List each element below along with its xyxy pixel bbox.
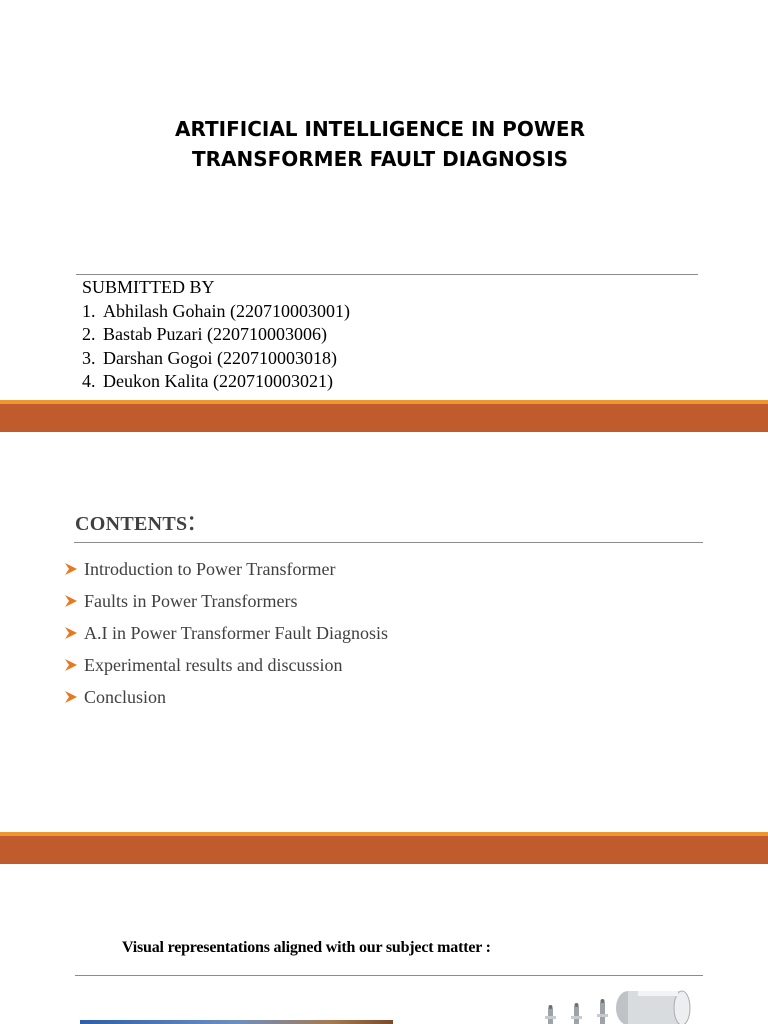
contents-item: Conclusion [64, 681, 388, 713]
arrow-bullet-icon [64, 626, 84, 640]
contents-divider [74, 542, 703, 543]
slide-title-line-1: ARTIFICIAL INTELLIGENCE IN POWER [175, 117, 585, 141]
member-item: 1. Abhilash Gohain (220710003001) [82, 300, 350, 324]
member-name: Deukon Kalita (220710003021) [103, 371, 333, 391]
member-item: 3. Darshan Gogoi (220710003018) [82, 347, 350, 371]
transformer-photo [80, 1020, 393, 1024]
arrow-bullet-icon [64, 658, 84, 672]
transformer-illustration-icon [538, 986, 698, 1024]
contents-item: A.I in Power Transformer Fault Diagnosis [64, 617, 388, 649]
slide-title [60, 114, 700, 174]
member-name: Abhilash Gohain (220710003001) [103, 300, 350, 321]
member-list [82, 300, 350, 394]
contents-item: Faults in Power Transformers [64, 585, 388, 617]
member-name: Bastab Puzari (220710003006) [103, 324, 327, 344]
arrow-bullet-icon [64, 690, 84, 704]
submitted-by-block [82, 276, 350, 394]
contents-item: Introduction to Power Transformer [64, 553, 388, 585]
member-name: Darshan Gogoi (220710003018) [103, 347, 337, 368]
member-item: 4. Deukon Kalita (220710003021) [82, 370, 350, 394]
slide-title-line-2: TRANSFORMER FAULT DIAGNOSIS [191, 147, 569, 171]
member-item: 2. Bastab Puzari (220710003006) [82, 323, 350, 347]
contents-item: Experimental results and discussion [64, 649, 388, 681]
contents-list [64, 553, 388, 713]
contents-heading: CONTENTS: [75, 504, 197, 537]
slide-separator-band [0, 836, 768, 864]
title-divider [76, 274, 698, 275]
submitted-by-label: SUBMITTED BY [82, 277, 215, 297]
visual-divider [75, 975, 703, 976]
visual-heading: Visual representations aligned with our subject matter : [122, 939, 491, 956]
arrow-bullet-icon [64, 594, 84, 608]
arrow-bullet-icon [64, 562, 84, 576]
slide-separator-band [0, 404, 768, 432]
